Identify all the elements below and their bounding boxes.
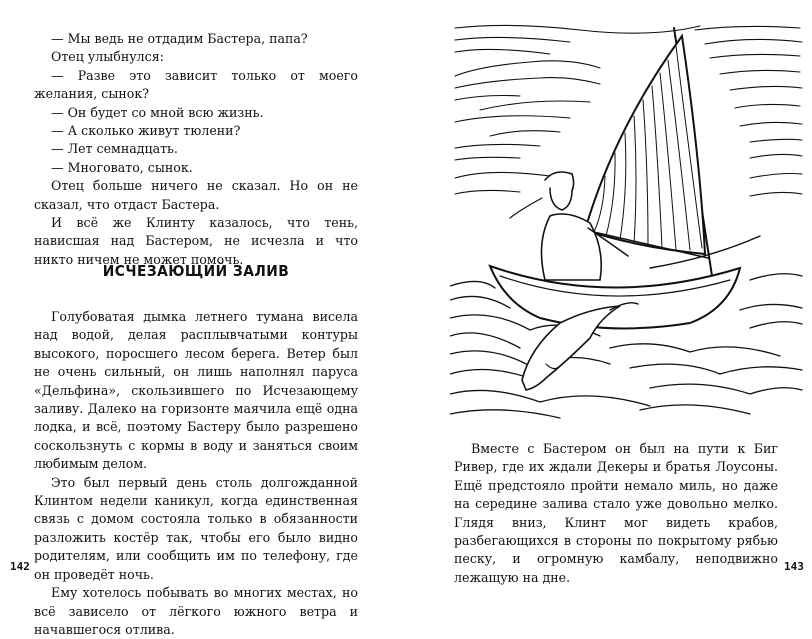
paragraph: Вместе с Бастером он был на пути к Биг Ривер, где их ждали Декеры и братья Лоусоны. Ещё предстояло пройти немало миль, но даже на середине залива стало уже довольно мелко. Глядя вниз, Клинт мог видеть крабов, разбегающихся в стороны по покрытому рябью песку, и огромную камбалу, неподвижно лежащую на дне. [454,441,778,585]
boy-in-sailboat-illustration [450,18,807,423]
paragraph: — Многовато, сынок. [51,159,193,175]
paragraph: — Лет семнадцать. [51,141,178,157]
illustration-caption-text [454,440,778,587]
dialogue-block [34,30,358,269]
paragraph: Ему хотелось побывать во многих местах, но всё зависело от лёгкого южного ветра и начавшегося отлива. [34,585,358,637]
paragraph: Отец больше ничего не сказал. Но он не сказал, что отдаст Бастера. [34,178,358,212]
paragraph: Голубоватая дымка летнего тумана висела над водой, делая расплывчатыми контуры высокого, поросшего лесом берега. Ветер был не очень сильный, он лишь наполнял паруса «Дельфина», скользившего по Исчезающему заливу. Далеко на горизонте маячила ещё одна лодка, и всё, поэтому Бастеру было разрешено соскользнуть с кормы в воду и заняться своим любимым делом. [34,309,358,472]
paragraph: Это был первый день столь долгожданной Клинтом недели каникул, когда единственная связь с домом состояла только в обязанности разложить костёр так, чтобы его было видно родителям, или сообщить им по телефону, где он проведёт ночь. [34,474,358,582]
page-number: 143 [784,560,804,573]
paragraph: — Мы ведь не отдадим Бастера, папа? [51,31,308,46]
left-page [0,0,406,637]
chapter-text [34,308,358,639]
paragraph: И всё же Клинту казалось, что тень, нависшая над Бастером, не исчезла и что никто ничем не может помочь. [34,215,358,267]
paragraph: — А сколько живут тюлени? [51,123,241,139]
chapter-title: ИСЧЕЗАЮЩИЙ ЗАЛИВ [102,262,290,280]
right-page [406,0,812,588]
page-number: 142 [10,560,30,573]
paragraph: Отец улыбнулся: [51,49,164,65]
paragraph: — Он будет со мной всю жизнь. [51,104,264,120]
paragraph: — Разве это зависит только от моего желания, сынок? [34,67,358,102]
